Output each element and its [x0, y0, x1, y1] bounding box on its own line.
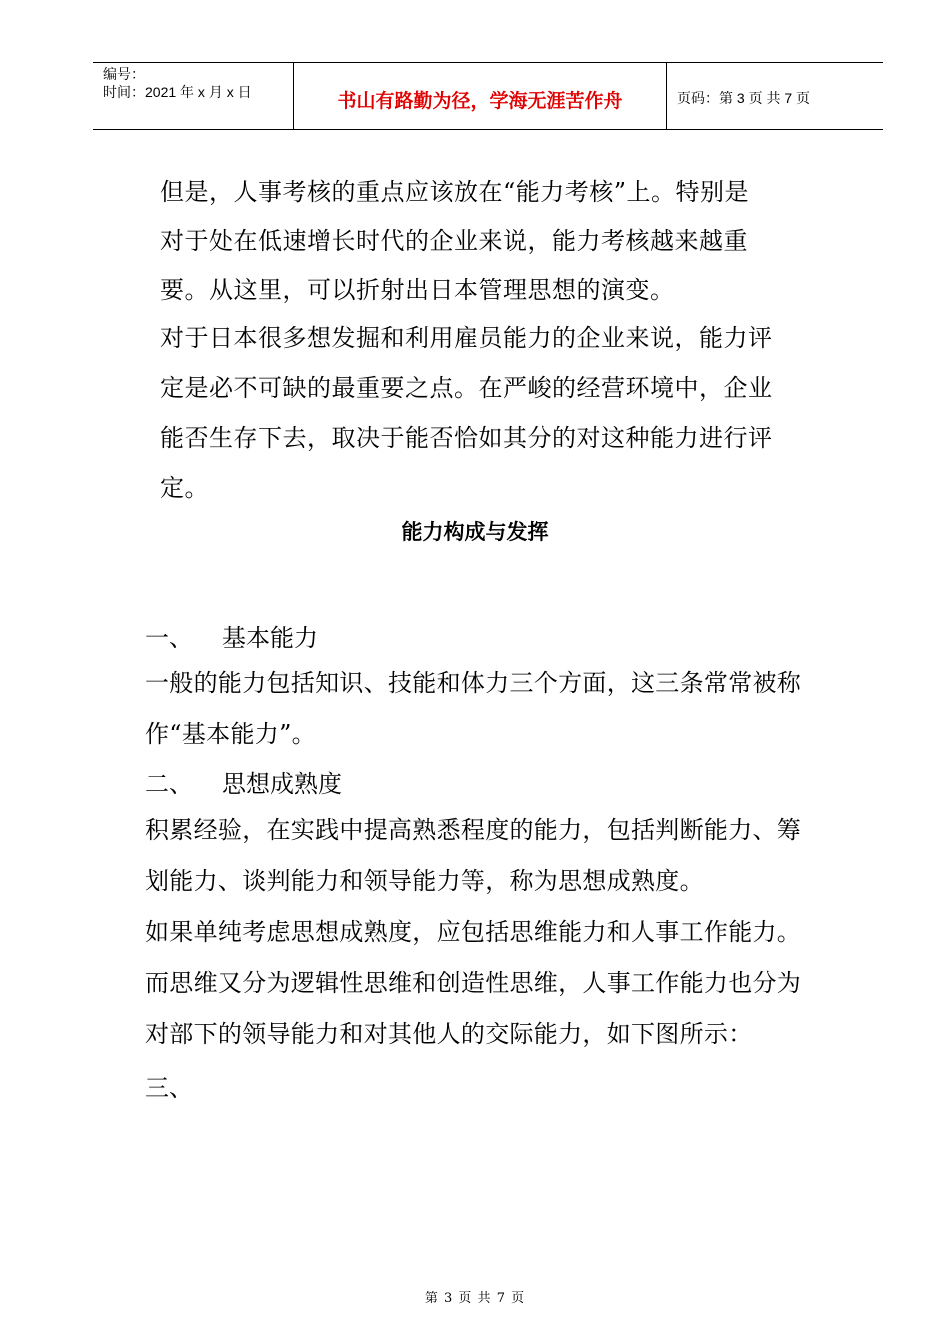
paragraph-line: 定是必不可缺的最重要之点。在严峻的经营环境中，企业	[160, 374, 773, 402]
paragraph-line: 如果单纯考虑思想成熟度，应包括思维能力和人事工作能力。	[145, 918, 802, 946]
item-3-heading	[145, 1068, 222, 1103]
item-1-text	[145, 658, 845, 760]
paragraph-line: 作“基本能力”。	[145, 720, 316, 748]
paragraph-line: 一般的能力包括知识、技能和体力三个方面，这三条常常被称	[145, 669, 802, 697]
item-3-number: 三、	[145, 1074, 193, 1102]
paragraph-line: 定。	[160, 474, 209, 502]
item-1-heading	[145, 618, 318, 653]
paragraph-line: 对于日本很多想发掘和利用雇员能力的企业来说，能力评	[160, 324, 773, 352]
paragraph-line: 划能力、谈判能力和领导能力等，称为思想成熟度。	[145, 867, 704, 895]
section-title: 能力构成与发挥	[401, 520, 549, 544]
item-1-number: 一、	[145, 624, 193, 652]
paragraph-2	[160, 313, 840, 513]
paragraph-line: 对部下的领导能力和对其他人的交际能力，如下图所示：	[145, 1020, 753, 1048]
item-1-title: 基本能力	[222, 624, 318, 652]
paragraph-line: 积累经验，在实践中提高熟悉程度的能力，包括判断能力、筹	[145, 816, 802, 844]
paragraph-line: 而思维又分为逻辑性思维和创造性思维，人事工作能力也分为	[145, 969, 802, 997]
page-footer: 第 3 页 共 7 页	[424, 1291, 526, 1306]
header-motto: 书山有路勤为径，学海无涯苦作舟	[294, 63, 667, 129]
paragraph-1	[160, 168, 840, 315]
paragraph-line: 对于处在低速增长时代的企业来说，能力考核越来越重	[160, 227, 748, 255]
paragraph-line: 要。从这里，可以折射出日本管理思想的演变。	[160, 276, 675, 304]
document-header	[93, 62, 883, 130]
item-2-number: 二、	[145, 770, 193, 798]
paragraph-line: 但是，人事考核的重点应该放在“能力考核”上。特别是	[160, 178, 750, 206]
item-2-heading	[145, 764, 342, 799]
header-number-label: 编号：	[103, 66, 145, 82]
item-2-title: 思想成熟度	[222, 770, 342, 798]
header-meta	[93, 63, 294, 129]
header-page-label: 页码：第 3 页 共 7 页	[677, 90, 811, 106]
header-time-label: 时间：2021 年 x 月 x 日	[103, 84, 252, 100]
paragraph-line: 能否生存下去，取决于能否恰如其分的对这种能力进行评	[160, 424, 773, 452]
item-2-text	[145, 805, 845, 1060]
